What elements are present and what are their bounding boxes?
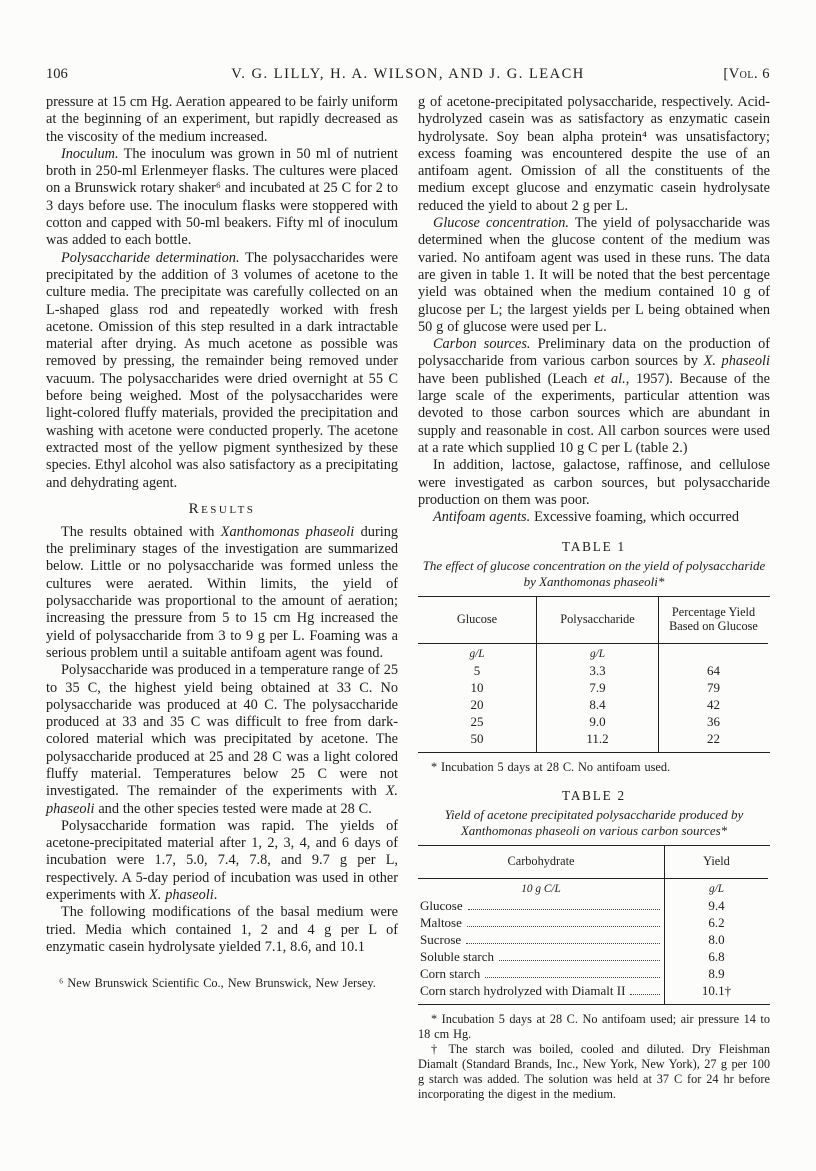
paragraph-modifications	[46, 904, 398, 956]
table-cell: 8.9	[664, 965, 768, 982]
text-run: Polysaccharide was produced in a temperature range of 25 to 35 C, the highest yield being obtained at 33 C. No polysaccharide was produced at 40 C. The polysaccharide produced at 33 and 35 C was difficult to free from dark-colored material which was precipitated by acetone. The polysaccharide produced at 25 and 28 C was a light colored fluffy material. Temperatures below 25 C were not investigated. The remainder of the experiments with	[46, 662, 398, 800]
italic-text-run: X. phaseoli	[46, 783, 398, 817]
table-cell: 22	[658, 730, 768, 747]
column-header: Carbohydrate	[418, 846, 664, 879]
table-footnote: † The starch was boiled, cooled and diluted. Dry Fleishman Diamalt (Standard Brands, Inc., New York, New York), 27 g per 100 g starch was added. The solution was held at 37 C for 24 hr before incorporating the digest in the medium.	[418, 1041, 770, 1101]
table-cell: 7.9	[536, 679, 658, 696]
unit-label: g/L	[536, 644, 658, 662]
table-footnote: * Incubation 5 days at 28 C. No antifoam used; air pressure 14 to 18 cm Hg.	[418, 1011, 770, 1041]
footnote-6	[46, 976, 398, 991]
paragraph-formation-rapid	[46, 818, 398, 904]
table-2	[418, 788, 770, 1102]
row-label: Sucrose	[420, 931, 462, 947]
table-cell	[418, 948, 664, 965]
column-header: Percentage Yield Based on Glucose	[658, 597, 768, 644]
table-cell: 50	[470, 731, 484, 747]
table-cell: 25	[470, 714, 484, 730]
table-cell	[418, 965, 664, 982]
text-run: have been published (Leach	[418, 370, 595, 387]
italic-text-run: X. phaseoli	[149, 887, 214, 904]
italic-text-run: X. phaseoli	[703, 353, 770, 370]
text-run: Preliminary data on the production of polysaccharide from various carbon sources by	[418, 336, 770, 370]
paragraph-carbon-sources	[418, 336, 770, 457]
column-header: Polysaccharide	[536, 597, 658, 644]
table-spacer	[418, 747, 536, 752]
running-title: V. G. LILLY, H. A. WILSON, AND J. G. LEACH	[231, 66, 585, 82]
page-body	[46, 94, 770, 1102]
table-cell: 6.2	[664, 914, 768, 931]
text-run: .	[213, 887, 218, 904]
table-cell: 64	[658, 662, 768, 679]
text-run: In addition, lactose, galactose, raffinose, and cellulose were investigated as carbon sources, but polysaccharide production on them was poor.	[418, 457, 770, 508]
unit-label: 10 g C/L	[521, 882, 561, 895]
unit-label: g/L	[664, 879, 768, 897]
text-run: g of acetone-precipitated polysaccharide, respectively. Acid-hydrolyzed casein was as satisfactory as enzymatic casein hydrolysate. Soy bean alpha protein⁴ was unsatisfactory; excess foaming was encountered despite the use of an antifoam agent. Omission of all the constituents of the medium except glucose and enzymatic casein hydrolysate reduced the yield to about 2 g per L.	[418, 94, 770, 214]
table-cell: 6.8	[664, 948, 768, 965]
table-caption: TABLE 1	[562, 539, 626, 555]
paragraph-casein	[418, 94, 770, 215]
row-label: Soluble starch	[420, 948, 495, 964]
column-header: Yield	[664, 846, 768, 879]
dot-leader	[466, 943, 660, 944]
italic-text-run: Xanthomonas phaseoli	[220, 523, 355, 540]
table-cell: 8.0	[664, 931, 768, 948]
page-number: 106	[46, 66, 68, 82]
italic-text-run: Inoculum.	[61, 145, 119, 162]
paragraph-glucose-concentration	[418, 215, 770, 336]
text-run: and the other species tested were made at 28 C.	[94, 800, 372, 817]
text-run: Excessive foaming, which occurred	[530, 509, 740, 526]
table-spacer	[418, 999, 664, 1004]
table-title: The effect of glucose concentration on the yield of polysaccharide by Xanthomonas phaseoli*	[422, 558, 766, 589]
table-cell: 3.3	[536, 662, 658, 679]
text-run: The inoculum was grown in 50 ml of nutrient broth in 250-ml Erlenmeyer flasks. The cultures were placed on a Brunswick rotary shaker⁶ and incubated at 25 C for 2 to 3 days before use. The inoculum flasks were stoppered with cotton and capped with 50-ml beakers. Fifty ml of inoculum was added to each bottle.	[46, 145, 398, 249]
unit-label: g/L	[469, 648, 485, 661]
row-label: Corn starch hydrolyzed with Diamalt II	[420, 982, 626, 998]
text-run: The results obtained with	[61, 523, 221, 540]
row-label: Maltose	[420, 914, 462, 930]
table-spacer	[536, 747, 658, 752]
table-footnote: * Incubation 5 days at 28 C. No antifoam used.	[431, 760, 671, 775]
italic-text-run: et al.	[594, 370, 626, 387]
right-column	[418, 94, 770, 1102]
table-1	[418, 539, 770, 775]
table-cell: 9.4	[664, 897, 768, 914]
unit-label	[658, 644, 768, 662]
table-cell: 8.4	[536, 696, 658, 713]
text-run: , 1957). Because of the large scale of the experiments, particular attention was devoted to those carbon sources which are abundant in supply and reasonable in cost. All carbon sources were used at a rate which supplied 10 g C per L (table 2.)	[418, 370, 770, 456]
paragraph-polysaccharide-determination	[46, 250, 398, 492]
table-caption: TABLE 2	[562, 788, 626, 804]
italic-text-run: Carbon sources.	[433, 336, 531, 353]
dot-leader	[499, 960, 660, 961]
table-cell: 9.0	[536, 713, 658, 730]
table-cell: 42	[658, 696, 768, 713]
text-run: The following modifications of the basal medium were tried. Media which contained 1, 2 and 4 g per L of enzymatic casein hydrolysate yielded 7.1, 8.6, and 10.1	[46, 904, 398, 955]
results-heading: Results	[188, 500, 256, 517]
row-label: Glucose	[420, 897, 463, 913]
italic-text-run: Antifoam agents.	[433, 509, 531, 526]
dot-leader	[468, 909, 660, 910]
text-run: ⁶ New Brunswick Scientific Co., New Brunswick, New Jersey.	[59, 976, 376, 991]
paragraph-pressure	[46, 94, 398, 146]
paragraph-inoculum	[46, 146, 398, 250]
table-cell	[418, 931, 664, 948]
row-label: Corn starch	[420, 965, 481, 981]
paragraph-results-1	[46, 524, 398, 662]
table-cell	[418, 982, 664, 999]
volume-label: [Vol. 6	[723, 66, 770, 82]
left-column	[46, 94, 398, 1102]
text-run: The yield of polysaccharide was determined when the glucose content of the medium was varied. No antifoam agent was used in these runs. The data are given in table 1. It will be noted that the best percentage yield was obtained when the medium contained 10 g of glucose per L; the largest yields per L being obtained when 50 g of glucose were used per L.	[418, 215, 770, 335]
column-header: Glucose	[418, 597, 536, 644]
table-cell: 79	[658, 679, 768, 696]
dot-leader	[467, 926, 660, 927]
text-run: pressure at 15 cm Hg. Aeration appeared to be fairly uniform at the beginning of an experiment, but rapidly decreased as the viscosity of the medium increased.	[46, 94, 398, 145]
table-spacer	[658, 747, 768, 752]
table-title: Yield of acetone precipitated polysaccharide produced by Xanthomonas phaseoli on various carbon sources*	[444, 807, 744, 838]
table-cell: 5	[473, 663, 481, 679]
italic-text-run: Polysaccharide determination.	[61, 249, 240, 266]
text-run: Polysaccharide formation was rapid. The yields of acetone-precipitated material after 1, 2, 3, 4, and 6 days of incubation were 1.7, 5.0, 7.4, 7.8, and 9.7 g per L, respectively. A 5-day period of incubation was used in other experiments with	[46, 817, 398, 904]
table-cell	[418, 897, 664, 914]
dot-leader	[630, 994, 660, 995]
table-grid	[418, 845, 770, 1005]
italic-text-run: Glucose concentration.	[433, 215, 569, 232]
paragraph-antifoam	[418, 509, 770, 526]
table-grid	[418, 596, 770, 753]
table-cell	[418, 914, 664, 931]
page-header	[46, 66, 770, 86]
text-run: during the preliminary stages of the investigation are summarized below. Little or no polysaccharide was formed unless the cultures were aerated. Within limits, the yield of polysaccharide was proportional to the amount of aeration; increasing the pressure from 5 to 15 cm Hg increased the yield of polysaccharide from 3 to 9 g per L. Foaming was a serious problem until a suitable antifoam agent was found.	[46, 523, 398, 661]
table-cell: 10	[470, 680, 484, 696]
table-cell: 11.2	[536, 730, 658, 747]
paragraph-lactose	[418, 457, 770, 509]
dot-leader	[485, 977, 660, 978]
table-cell: 36	[658, 713, 768, 730]
table-cell: 10.1†	[664, 982, 768, 999]
paragraph-temperature	[46, 662, 398, 818]
text-run: The polysaccharides were precipitated by the addition of 3 volumes of acetone to the culture media. The precipitate was carefully collected on an L-shaped glass rod and repeatedly worked with fresh acetone. Omission of this step resulted in a dark intractable material after drying. As much acetone as possible was removed by pressing, the remainder being removed under vacuum. The polysaccharides were dried overnight at 55 C before being weighed. Most of the polysaccharides were light-colored fluffy materials, provided the precipitation and washing with acetone were conducted properly. The acetone extracted most of the yellow pigment synthesized by these species. Ethyl alcohol was also satisfactory as a precipitating and dehydrating agent.	[46, 249, 399, 491]
table-spacer	[664, 999, 768, 1004]
table-cell: 20	[470, 697, 484, 713]
